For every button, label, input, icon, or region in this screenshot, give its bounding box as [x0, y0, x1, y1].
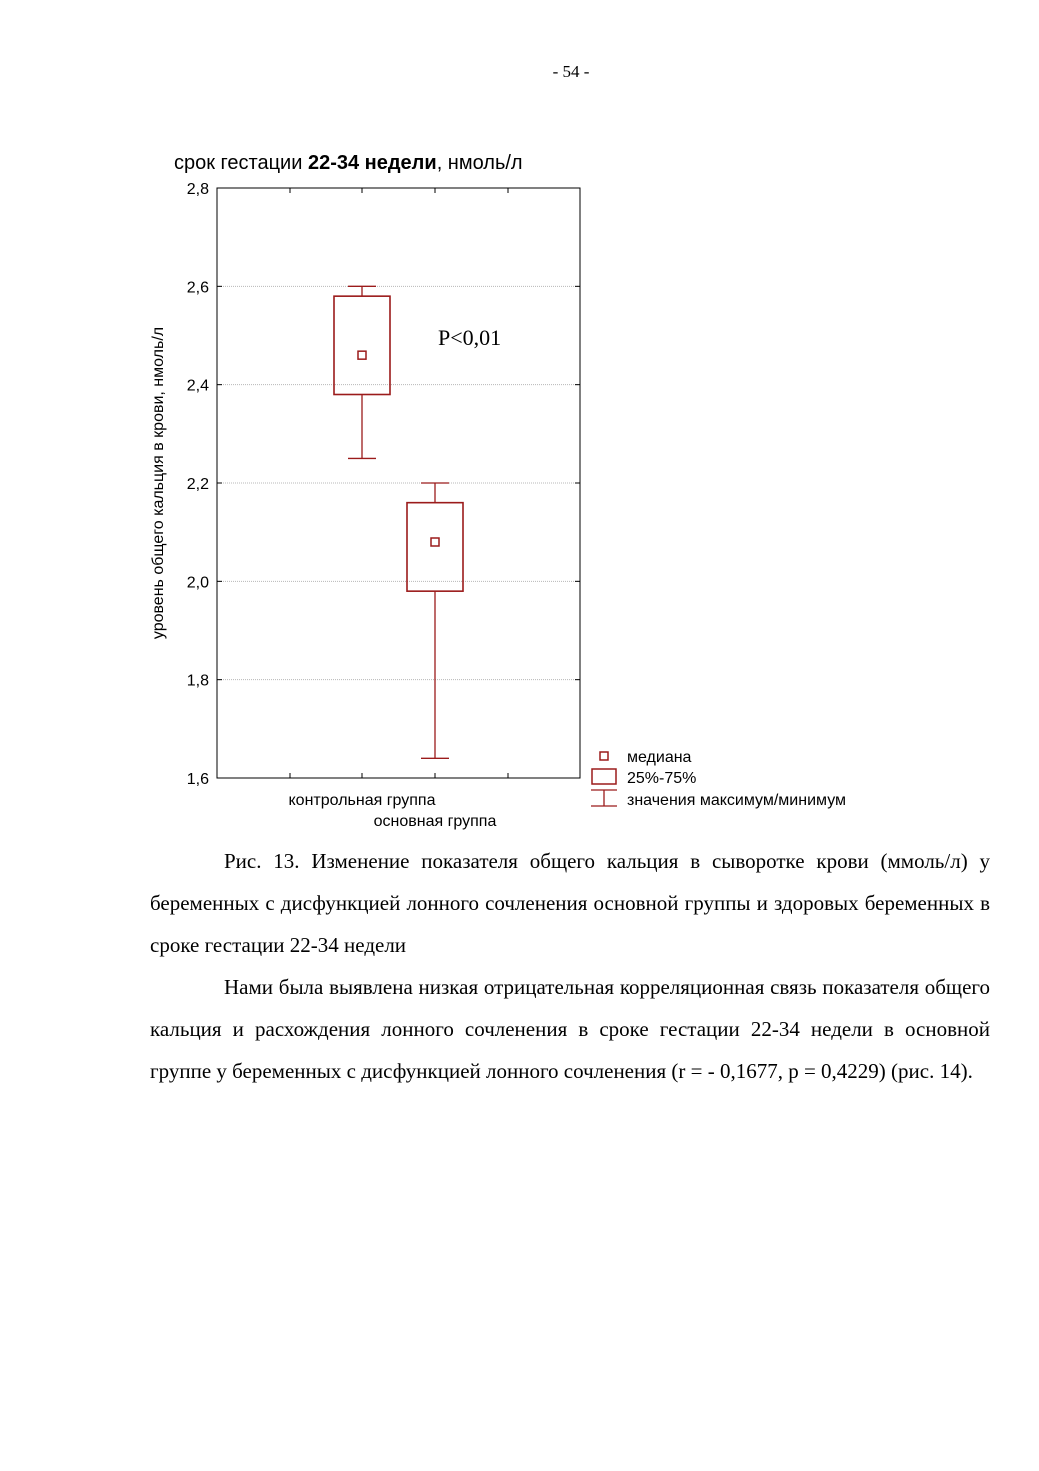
body-paragraph: Нами была выявлена низкая отрицательная корреляционная связь показателя общего кальция и расхождения лонного сочленения в сроке гестации 22-34 недели в основной группе у беременных с дисфункцией лонного сочленения (r = - 0,1677, p = 0,4229) (рис. 14). — [150, 975, 990, 1083]
y-tick-label: 1,8 — [186, 672, 209, 690]
y-tick-label: 2,2 — [186, 476, 209, 493]
legend-median-marker — [600, 752, 608, 760]
p-value-annotation: P<0,01 — [438, 325, 502, 350]
legend-iqr-box — [592, 769, 616, 784]
x-category-label: контрольная группа — [288, 792, 436, 809]
median-marker — [431, 538, 439, 546]
figure-caption: Рис. 13. Изменение показателя общего кальция в сыворотке крови (ммоль/л) у беременных с дисфункцией лонного сочленения основной группы и здоровых беременных в сроке гестации 22-34 недели — [150, 849, 990, 957]
chart-title-prefix: срок гестации — [174, 152, 308, 174]
page-number: - 54 - — [552, 62, 590, 81]
y-tick-label: 2,8 — [186, 181, 209, 198]
y-axis-label: уровень общего кальция в крови, нмоль/л — [150, 326, 167, 640]
median-marker — [358, 351, 366, 359]
legend-median-label: медиана — [627, 749, 692, 766]
y-tick-label: 1,6 — [186, 771, 209, 788]
legend-iqr-label: 25%-75% — [627, 770, 697, 787]
y-tick-label: 2,0 — [186, 574, 209, 592]
chart-title-suffix: , нмоль/л — [436, 152, 523, 174]
chart-title-bold: 22-34 недели — [307, 152, 437, 174]
x-category-label: основная группа — [373, 813, 497, 830]
y-tick-label: 2,4 — [186, 377, 209, 395]
iqr-box — [334, 296, 390, 394]
iqr-box — [407, 503, 463, 591]
legend-range-label: значения максимум/минимум — [627, 792, 847, 809]
y-tick-label: 2,6 — [186, 279, 209, 297]
